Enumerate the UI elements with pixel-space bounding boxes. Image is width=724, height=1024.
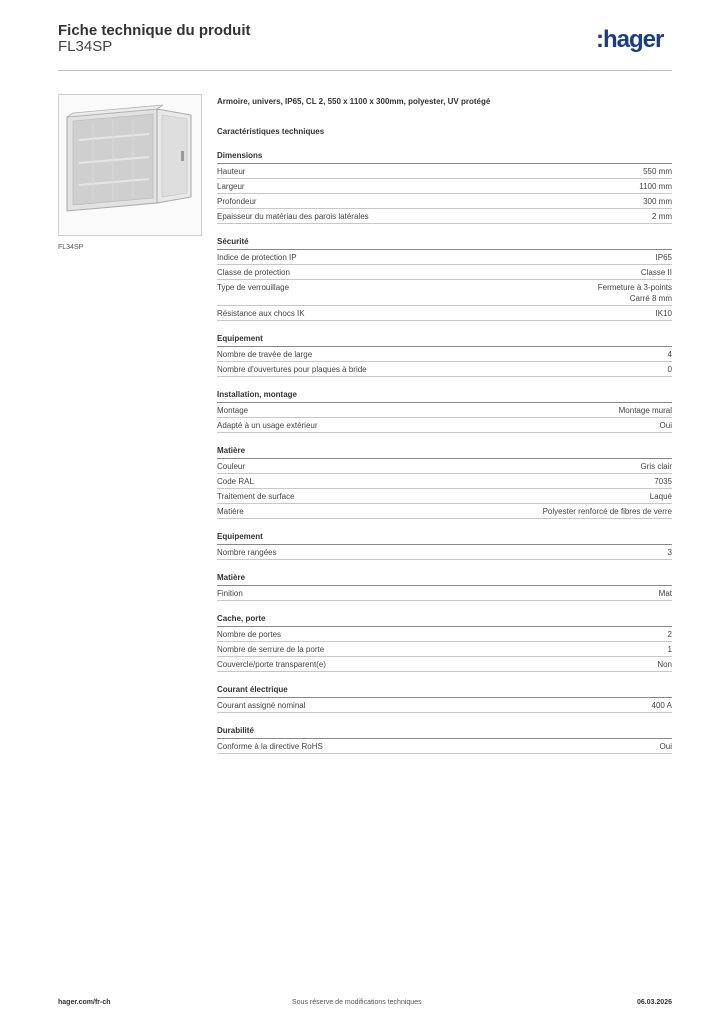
spec-label: Résistance aux chocs IK <box>217 308 305 318</box>
section-title: Durabilité <box>217 725 672 739</box>
section-title: Matière <box>217 445 672 459</box>
spec-row <box>217 362 672 377</box>
product-reference: FL34SP <box>58 38 113 55</box>
section-title: Equipement <box>217 333 672 347</box>
spec-value: 550 mm <box>643 166 672 176</box>
spec-label: Finition <box>217 588 243 598</box>
image-caption: FL34SP <box>58 244 84 251</box>
spec-label: Indice de protection IP <box>217 252 297 262</box>
spec-value: 2 mm <box>652 211 672 221</box>
footer-website: hager.com/fr-ch <box>58 999 111 1006</box>
spec-label: Code RAL <box>217 476 254 486</box>
spec-row <box>217 164 672 179</box>
spec-label: Type de verrouillage <box>217 282 290 292</box>
spec-section <box>217 445 672 519</box>
spec-section <box>217 236 672 321</box>
specifications-content <box>217 96 672 754</box>
spec-row <box>217 627 672 642</box>
section-title: Matière <box>217 572 672 586</box>
spec-section <box>217 572 672 601</box>
spec-label: Nombre rangées <box>217 547 277 557</box>
spec-row <box>217 504 672 519</box>
section-title: Sécurité <box>217 236 672 250</box>
spec-value: Fermeture à 3-points Carré 8 mm <box>597 282 672 303</box>
spec-value: 2 <box>667 629 672 639</box>
spec-sections <box>217 150 672 754</box>
spec-label: Matière <box>217 506 244 516</box>
spec-label: Couvercle/porte transparent(e) <box>217 659 326 669</box>
product-description: Armoire, univers, IP65, CL 2, 550 x 1100 x 300mm, polyester, UV protégé <box>217 97 491 106</box>
spec-value: 0 <box>667 364 672 374</box>
spec-section <box>217 684 672 713</box>
spec-row <box>217 209 672 224</box>
spec-label: Nombre de travée de large <box>217 349 313 359</box>
spec-section <box>217 613 672 672</box>
spec-row <box>217 347 672 362</box>
spec-value: 4 <box>667 349 672 359</box>
spec-label: Largeur <box>217 181 245 191</box>
spec-value: Mat <box>658 588 672 598</box>
spec-value: 3 <box>667 547 672 557</box>
page-title: Fiche technique du produit <box>58 22 251 39</box>
spec-label: Courant assigné nominal <box>217 700 306 710</box>
spec-row <box>217 403 672 418</box>
spec-row <box>217 179 672 194</box>
spec-row <box>217 459 672 474</box>
spec-value: IP65 <box>655 252 672 262</box>
footer-disclaimer: Sous réserve de modifications techniques <box>292 999 422 1006</box>
spec-section <box>217 531 672 560</box>
spec-row <box>217 739 672 754</box>
spec-value: Laqué <box>649 491 672 501</box>
spec-value: 7035 <box>654 476 672 486</box>
spec-label: Epaisseur du matériau des parois latérales <box>217 211 369 221</box>
spec-value: IK10 <box>655 308 672 318</box>
spec-value: 300 mm <box>643 196 672 206</box>
spec-row <box>217 698 672 713</box>
spec-row <box>217 545 672 560</box>
spec-row <box>217 657 672 672</box>
spec-value: Montage mural <box>618 405 672 415</box>
spec-label: Montage <box>217 405 249 415</box>
section-title: Cache, porte <box>217 613 672 627</box>
spec-value: Oui <box>659 741 672 751</box>
spec-row <box>217 250 672 265</box>
technical-characteristics-title: Caractéristiques techniques <box>217 127 325 136</box>
spec-row <box>217 642 672 657</box>
spec-label: Nombre de serrure de la porte <box>217 644 325 654</box>
spec-label: Nombre d'ouvertures pour plaques à bride <box>217 364 367 374</box>
section-title: Courant électrique <box>217 684 672 698</box>
spec-value: Non <box>657 659 672 669</box>
spec-value: Oui <box>659 420 672 430</box>
spec-label: Adapté à un usage extérieur <box>217 420 318 430</box>
spec-value: Classe II <box>640 267 672 277</box>
spec-label: Profondeur <box>217 196 257 206</box>
enclosure-illustration <box>59 95 201 235</box>
spec-row <box>217 280 672 306</box>
spec-row <box>217 418 672 433</box>
spec-row <box>217 474 672 489</box>
spec-value: Polyester renforcé de fibres de verre <box>542 506 672 516</box>
spec-label: Couleur <box>217 461 246 471</box>
spec-value: 1100 mm <box>639 181 672 191</box>
spec-row <box>217 265 672 280</box>
spec-row <box>217 306 672 321</box>
section-title: Dimensions <box>217 150 672 164</box>
spec-section <box>217 150 672 224</box>
section-title: Installation, montage <box>217 389 672 403</box>
spec-label: Nombre de portes <box>217 629 282 639</box>
spec-label: Hauteur <box>217 166 246 176</box>
product-image <box>58 94 202 236</box>
spec-label: Classe de protection <box>217 267 290 277</box>
spec-row <box>217 194 672 209</box>
footer-date: 06.03.2026 <box>636 999 672 1006</box>
section-title: Equipement <box>217 531 672 545</box>
spec-value: Gris clair <box>640 461 672 471</box>
spec-label: Conforme à la directive RoHS <box>217 741 323 751</box>
spec-label: Traitement de surface <box>217 491 295 501</box>
header-divider <box>58 70 672 71</box>
spec-row <box>217 489 672 504</box>
spec-section <box>217 389 672 433</box>
spec-value: 400 A <box>651 700 672 710</box>
spec-section <box>217 333 672 377</box>
spec-section <box>217 725 672 754</box>
spec-row <box>217 586 672 601</box>
spec-value: 1 <box>667 644 672 654</box>
hager-logo: :hager <box>596 26 664 53</box>
